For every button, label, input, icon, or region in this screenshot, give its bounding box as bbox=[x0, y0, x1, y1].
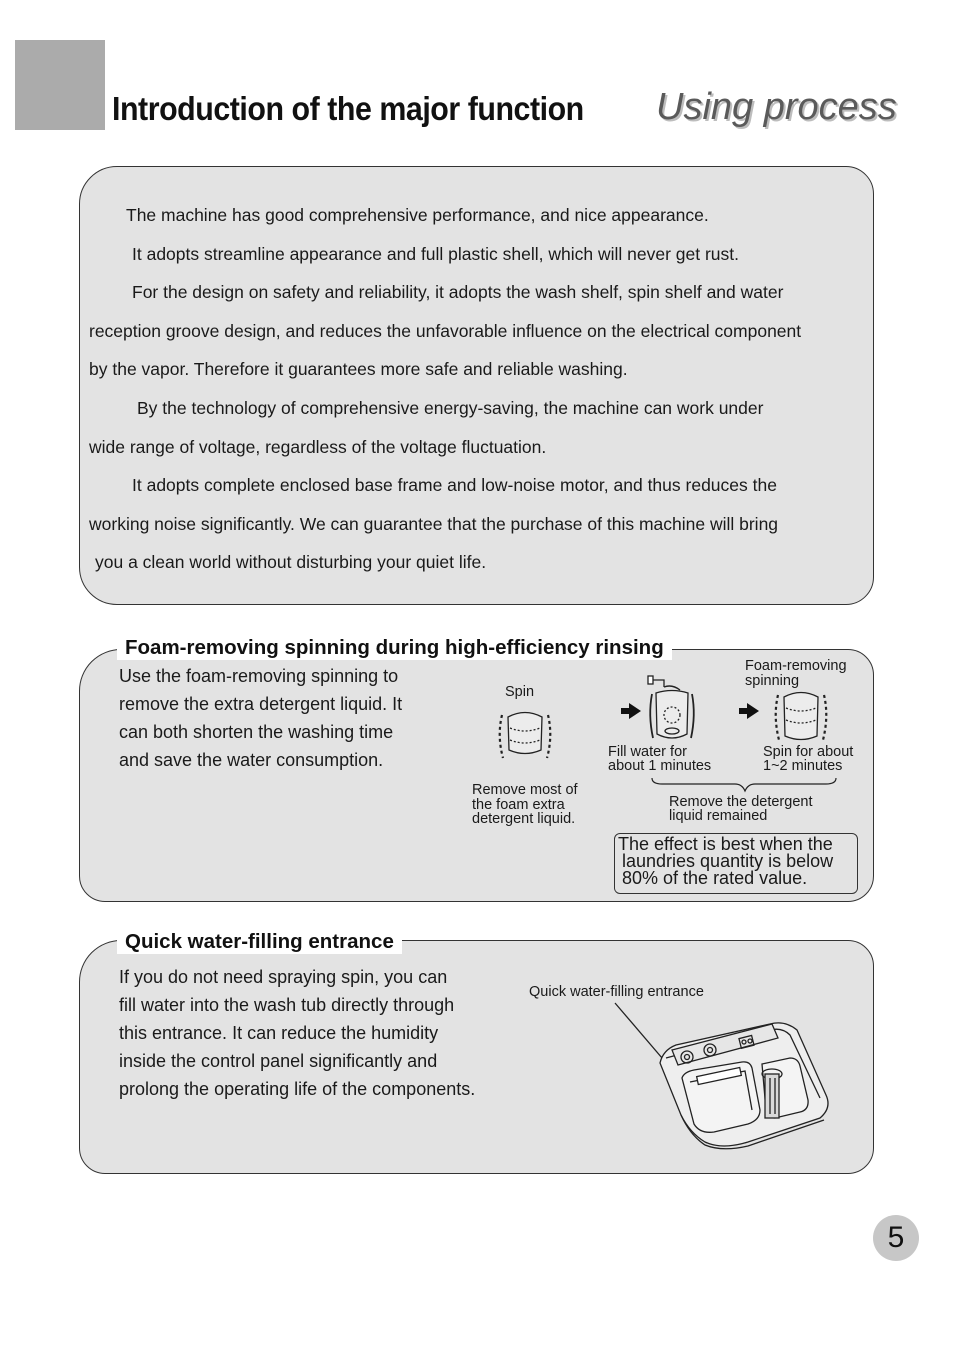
remove-remained-line: liquid remained bbox=[669, 808, 768, 824]
foam-body-line: can both shorten the washing time bbox=[119, 722, 394, 742]
remove-most-line: Remove most of bbox=[472, 782, 578, 798]
spin-about-line: Spin for about bbox=[763, 744, 854, 760]
intro-line: The machine has good comprehensive performance, and nice appearance. bbox=[126, 205, 709, 225]
spin-about-line: 1~2 minutes bbox=[763, 758, 843, 774]
intro-line: reception groove design, and reduces the unfavorable influence on the electrical component bbox=[89, 321, 802, 341]
intro-line: wide range of voltage, regardless of the voltage fluctuation. bbox=[89, 437, 547, 457]
fill-water-line: Fill water for bbox=[608, 744, 687, 760]
quick-figure-label: Quick water-filling entrance bbox=[529, 984, 704, 1000]
page-title: Introduction of the major function bbox=[112, 90, 584, 127]
foam-section-title: Foam-removing spinning during high-efficiency rinsing bbox=[117, 636, 672, 660]
quick-body-line: If you do not need spraying spin, you can bbox=[119, 967, 448, 987]
quick-body-line: prolong the operating life of the components. bbox=[119, 1079, 476, 1099]
page-number: 5 bbox=[887, 1221, 905, 1254]
page-number-badge bbox=[873, 1215, 919, 1261]
remove-remained-line: Remove the detergent bbox=[669, 794, 813, 810]
remove-most-line: the foam extra bbox=[472, 797, 565, 813]
intro-line: by the vapor. Therefore it guarantees more safe and reliable washing. bbox=[89, 359, 628, 379]
intro-line: It adopts complete enclosed base frame and low-noise motor, and thus reduces the bbox=[132, 475, 777, 495]
foam-body-line: Use the foam-removing spinning to bbox=[119, 666, 399, 686]
fill-water-line: about 1 minutes bbox=[608, 758, 712, 774]
effect-note-line: The effect is best when the bbox=[618, 834, 833, 854]
quick-body-line: fill water into the wash tub directly through bbox=[119, 995, 455, 1015]
foam-spin-label-line: Foam-removing bbox=[745, 658, 847, 674]
foam-spin-label-line: spinning bbox=[745, 673, 800, 689]
effect-note-line: laundries quantity is below bbox=[622, 851, 834, 871]
foam-body-line: remove the extra detergent liquid. It bbox=[119, 694, 403, 714]
spin-label: Spin bbox=[505, 684, 535, 700]
foam-body-line: and save the water consumption. bbox=[119, 750, 384, 770]
intro-line: you a clean world without disturbing your quiet life. bbox=[95, 552, 487, 572]
page-subtitle: Using process bbox=[656, 86, 897, 128]
intro-line: It adopts streamline appearance and full plastic shell, which will never get rust. bbox=[132, 244, 739, 264]
remove-most-line: detergent liquid. bbox=[472, 811, 576, 827]
quick-body-line: inside the control panel significantly and bbox=[119, 1051, 438, 1071]
quick-section-title: Quick water-filling entrance bbox=[117, 930, 402, 954]
quick-body-line: this entrance. It can reduce the humidity bbox=[119, 1023, 439, 1043]
intro-line: working noise significantly. We can guarantee that the purchase of this machine will bring bbox=[89, 514, 779, 534]
intro-line: For the design on safety and reliability, it adopts the wash shelf, spin shelf and water bbox=[132, 282, 784, 302]
effect-note-line: 80% of the rated value. bbox=[622, 868, 808, 888]
intro-line: By the technology of comprehensive energy-saving, the machine can work under bbox=[137, 398, 764, 418]
